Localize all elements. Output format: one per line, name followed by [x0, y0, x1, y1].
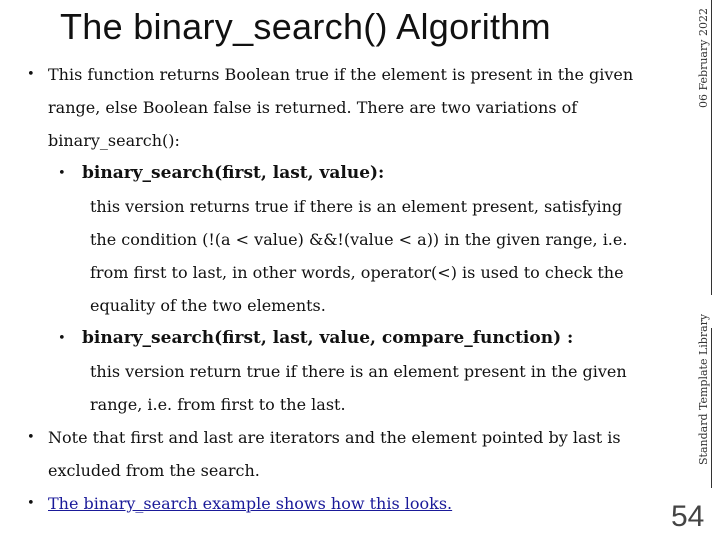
bullet-icon: •: [58, 166, 66, 181]
bullet-icon: •: [27, 430, 35, 445]
sub-bullet-variation-1: [20, 157, 650, 322]
variation-2-heading: binary_search(first, last, value, compare_function) :: [82, 328, 574, 348]
intro-line-2: range, else Boolean false is returned. There are two variations of: [48, 98, 578, 117]
example-link[interactable]: The binary_search example shows how this looks.: [48, 494, 453, 513]
bullet-icon: •: [58, 331, 66, 346]
page-number: 54: [671, 500, 705, 533]
variation-1-line-4: equality of the two elements.: [90, 296, 326, 315]
side-divider-bottom: [711, 328, 712, 488]
bullet-icon: •: [27, 67, 35, 82]
variation-1-line-3: from first to last, in other words, operator(<) is used to check the: [90, 263, 624, 282]
note-line-1: Note that first and last are iterators and the element pointed by last is: [48, 428, 621, 447]
variation-1-heading: binary_search(first, last, value):: [82, 163, 385, 183]
variation-2-line-1: this version return true if there is an element present in the given: [90, 362, 627, 381]
slide-title: The binary_search() Algorithm: [60, 6, 551, 47]
intro-line-1: This function returns Boolean true if the element is present in the given: [48, 65, 634, 84]
variation-2-line-2: range, i.e. from first to the last.: [90, 395, 346, 414]
variation-1-line-2: the condition (!(a < value) &&!(value < a)) in the given range, i.e.: [90, 230, 628, 249]
bullet-icon: •: [27, 496, 35, 511]
sub-bullet-variation-2: [20, 322, 650, 421]
bullet-intro: [20, 58, 650, 157]
bullet-note: [20, 421, 650, 487]
side-date: 06 February 2022: [697, 8, 710, 108]
side-divider-top: [711, 0, 712, 295]
variation-1-line-1: this version returns true if there is an element present, satisfying: [90, 197, 623, 216]
intro-line-3: binary_search():: [48, 131, 180, 150]
note-line-2: excluded from the search.: [48, 461, 260, 480]
side-library-label: Standard Template Library: [697, 313, 710, 465]
slide-content: [20, 58, 650, 520]
bullet-link: [20, 487, 650, 520]
